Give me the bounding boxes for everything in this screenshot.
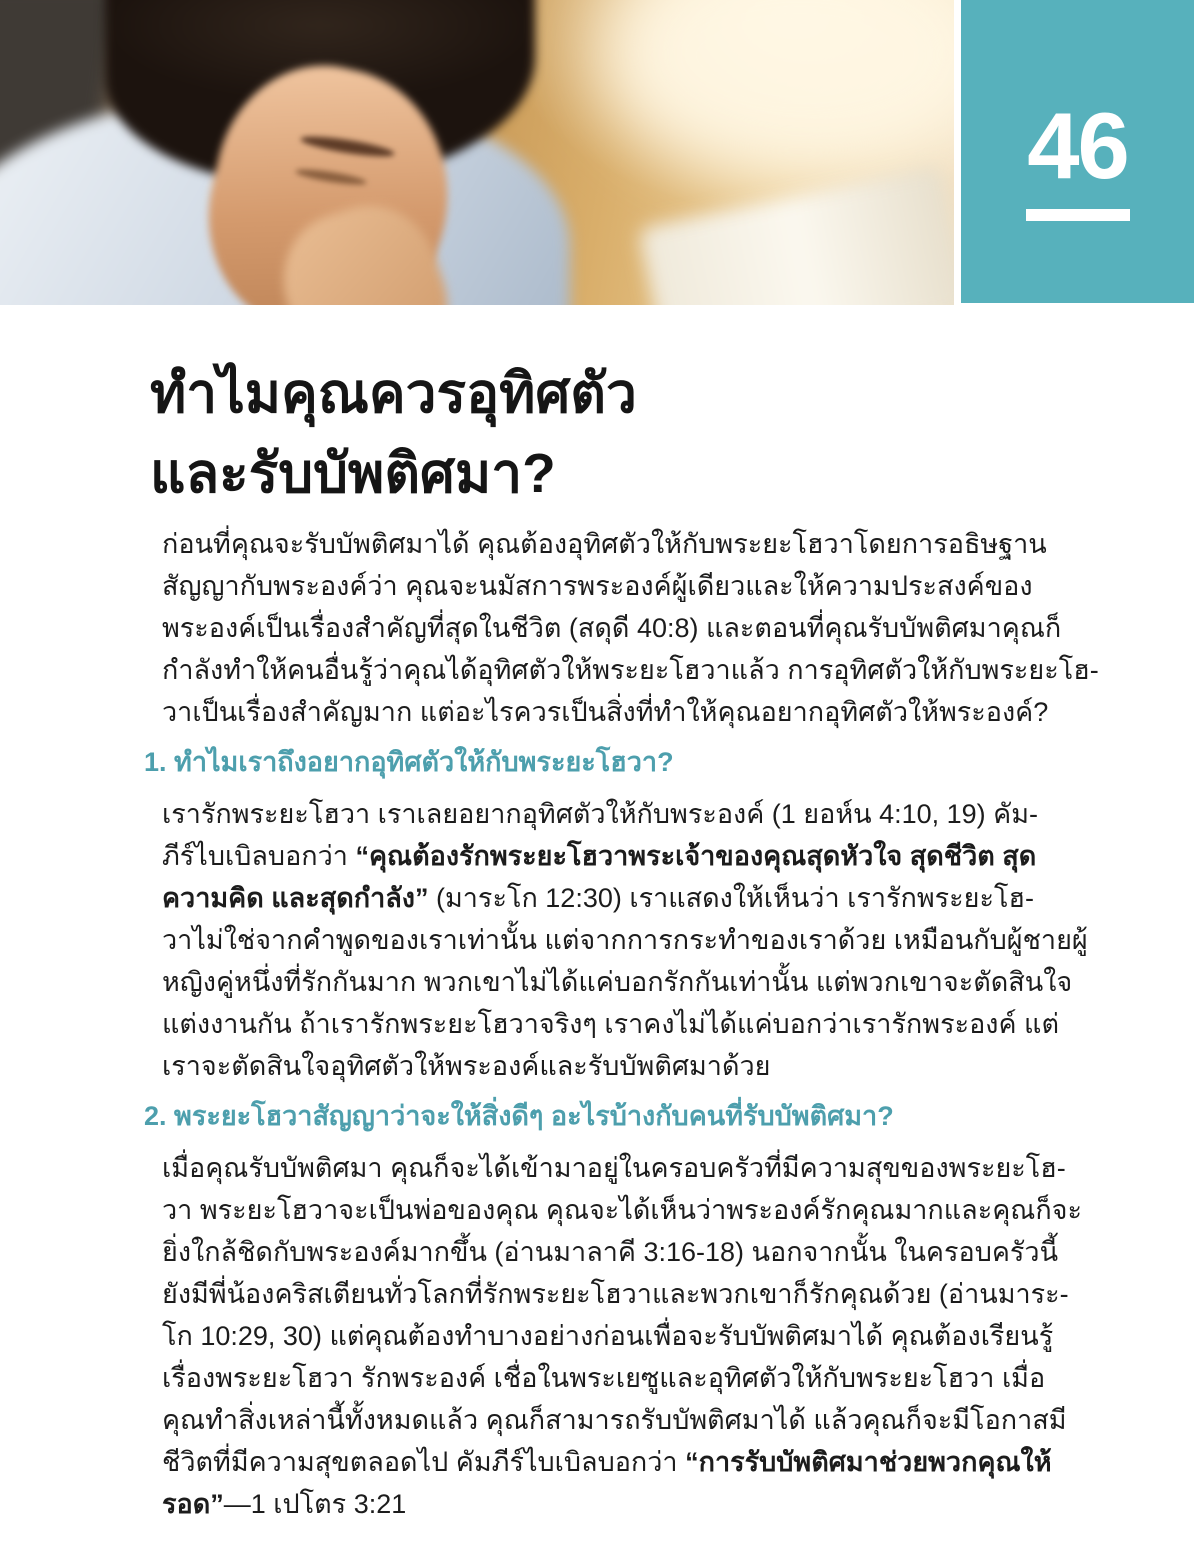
text-segment: คุณทำสิ่งเหล่านี้ทั้งหมดแล้ว คุณก็สามารถรับบัพติศมาได้ แล้วคุณก็จะมีโอกาสมี (162, 1405, 1067, 1435)
text-line (162, 1273, 1069, 1315)
text-line (162, 691, 1049, 733)
text-segment: สัญญากับพระองค์ว่า คุณจะนมัสการพระองค์ผู้เดียวและให้ความประสงค์ของ (162, 571, 1033, 601)
text-line (162, 961, 1073, 1003)
text-line (162, 1045, 980, 1087)
text-line (162, 523, 1047, 565)
question-2-paragraph (162, 1147, 1082, 1525)
praying-man-photo (0, 0, 954, 305)
lesson-number: 46 (1027, 92, 1128, 198)
text-line (162, 1147, 1066, 1189)
text-segment: ยังมีพี่น้องคริสเตียนทั่วโลกที่รักพระยะโฮวาและพวกเขาก็รักคุณด้วย (อ่านมาระ- (162, 1279, 1069, 1309)
text-line (162, 1231, 1059, 1273)
text-segment: เรื่องพระยะโฮวา รักพระองค์ เชื่อในพระเยซูและอุทิศตัวให้กับพระยะโฮวา เมื่อ (162, 1363, 1046, 1393)
text-segment: เรารักพระยะโฮวา เราเลยอยากอุทิศตัวให้กับพระองค์ (1 ยอห์น 4:10, 19) คัม- (162, 799, 1039, 829)
intro-paragraph (162, 523, 1099, 733)
text-segment: แต่งงานกัน ถ้าเรารักพระยะโฮวาจริงๆ เราคงไม่ได้แค่บอกว่าเรารักพระองค์ แต่ (162, 1009, 1059, 1039)
text-line (162, 877, 1034, 919)
photo-open-book (638, 164, 954, 305)
question-2-heading: 2. พระยะโฮวาสัญญาว่าจะให้สิ่งดีๆ อะไรบ้างกับคนที่รับบัพติศมา? (144, 1101, 894, 1131)
text-segment: —1 เปโตร 3:21 (223, 1489, 407, 1519)
lesson-title (150, 353, 980, 513)
text-line (162, 793, 1039, 835)
text-line (162, 565, 1033, 607)
text-segment: พระองค์เป็นเรื่องสำคัญที่สุดในชีวิต (สดุดี 40:8) และตอนที่คุณรับบัพติศมาคุณก็ (162, 613, 1062, 643)
question-1-paragraph (162, 793, 1088, 1087)
lesson-title-line-2: และรับบัพติศมา? (150, 442, 556, 504)
text-line (162, 1315, 1054, 1357)
text-segment: วา พระยะโฮวาจะเป็นพ่อของคุณ คุณจะได้เห็นว่าพระองค์รักคุณมากและคุณก็จะ (162, 1195, 1082, 1225)
text-line (162, 1441, 1052, 1483)
bold-text-segment: “คุณต้องรักพระยะโฮวาพระเจ้าของคุณสุดหัวใจ สุดชีวิต สุด (355, 841, 1037, 871)
text-segment: หญิงคู่หนึ่งที่รักกันมาก พวกเขาไม่ได้แค่บอกรักกันเท่านั้น แต่พวกเขาจะตัดสินใจ (162, 967, 1073, 997)
question-1-heading: 1. ทำไมเราถึงอยากอุทิศตัวให้กับพระยะโฮวา? (144, 747, 674, 777)
bold-text-segment: “การรับบัพติศมาช่วยพวกคุณให้ (685, 1447, 1052, 1477)
bold-text-segment: รอด” (162, 1489, 224, 1519)
lesson-number-badge (961, 0, 1194, 303)
text-line (162, 607, 1062, 649)
text-segment: โก 10:29, 30) แต่คุณต้องทำบางอย่างก่อนเพื่อจะรับบัพติศมาได้ คุณต้องเรียนรู้ (162, 1321, 1054, 1351)
lesson-content (0, 353, 1200, 1525)
text-line (162, 1399, 1067, 1441)
lesson-title-line-1: ทำไมคุณควรอุทิศตัว (150, 362, 637, 424)
text-line (162, 649, 1099, 691)
text-segment: วาไม่ใช่จากคำพูดของเราเท่านั้น แต่จากการกระทำของเราด้วย เหมือนกับผู้ชายผู้ (162, 925, 1088, 955)
text-line (162, 1003, 1059, 1045)
text-line (162, 1483, 980, 1525)
text-segment: (มาระโก 12:30) เราแสดงให้เห็นว่า เรารักพระยะโฮ- (428, 883, 1034, 913)
text-segment: เมื่อคุณรับบัพติศมา คุณก็จะได้เข้ามาอยู่ในครอบครัวที่มีความสุขของพระยะโฮ- (162, 1153, 1066, 1183)
text-segment: วาเป็นเรื่องสำคัญมาก แต่อะไรควรเป็นสิ่งที่ทำให้คุณอยากอุทิศตัวให้พระองค์? (162, 697, 1049, 727)
text-line (162, 1189, 1082, 1231)
page-header (0, 0, 1200, 305)
text-segment: ก่อนที่คุณจะรับบัพติศมาได้ คุณต้องอุทิศตัวให้กับพระยะโฮวาโดยการอธิษฐาน (162, 529, 1047, 559)
text-line (162, 1357, 1046, 1399)
text-segment: กำลังทำให้คนอื่นรู้ว่าคุณได้อุทิศตัวให้พระยะโฮวาแล้ว การอุทิศตัวให้กับพระยะโฮ- (162, 655, 1099, 685)
bold-text-segment: ความคิด และสุดกำลัง” (162, 883, 429, 913)
text-segment: ยิ่งใกล้ชิดกับพระองค์มากขึ้น (อ่านมาลาคี 3:16-18) นอกจากนั้น ในครอบครัวนี้ (162, 1237, 1059, 1267)
text-segment: ภีร์ไบเบิลบอกว่า (162, 841, 356, 871)
photo-light-glow (600, 0, 954, 180)
text-line (162, 835, 1037, 877)
text-segment: เราจะตัดสินใจอุทิศตัวให้พระองค์และรับบัพติศมาด้วย (162, 1051, 771, 1081)
text-segment: ชีวิตที่มีความสุขตลอดไป คัมภีร์ไบเบิลบอกว่า (162, 1447, 686, 1477)
lesson-number-underline (1026, 209, 1130, 221)
text-line (162, 919, 1088, 961)
